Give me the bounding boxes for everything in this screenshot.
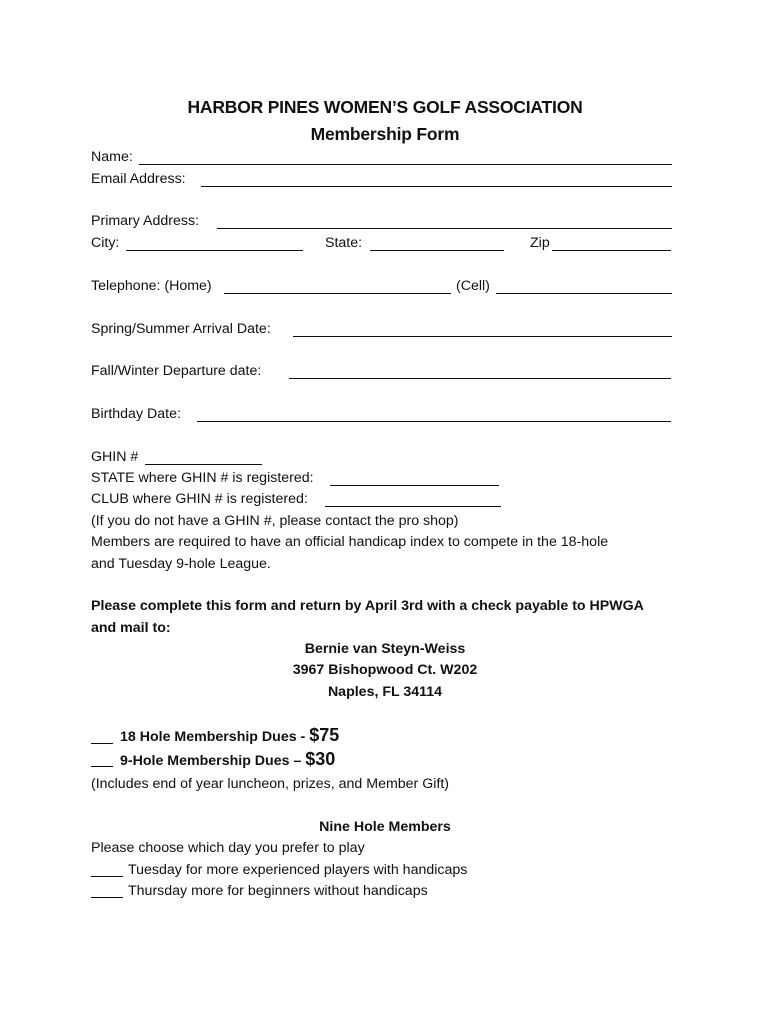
ghin-state-field[interactable] <box>330 485 499 486</box>
departure-date-field[interactable] <box>289 378 671 379</box>
ghin-club-label: CLUB where GHIN # is registered: <box>91 491 308 507</box>
dues-9-price: $30 <box>305 749 336 769</box>
mailing-city: Naples, FL 34114 <box>327 684 443 700</box>
ghin-club-field[interactable] <box>325 506 501 507</box>
thursday-option-label: Thursday more for beginners without handicaps <box>128 883 428 899</box>
nine-hole-prompt: Please choose which day you prefer to play <box>91 840 365 856</box>
dues-18-label: 18 Hole Membership Dues - <box>120 729 310 745</box>
birthday-field[interactable] <box>197 421 671 422</box>
email-label: Email Address: <box>91 171 186 187</box>
tuesday-option-label: Tuesday for more experienced players with handicaps <box>128 862 468 878</box>
arrival-date-field[interactable] <box>293 336 672 337</box>
zip-label: Zip <box>530 235 550 251</box>
ghin-help-note: (If you do not have a GHIN #, please contact the pro shop) <box>91 513 459 529</box>
tuesday-checkbox[interactable] <box>91 876 123 877</box>
dues-9-checkbox[interactable] <box>91 766 113 767</box>
mailing-name: Bernie van Steyn-Weiss <box>304 641 466 657</box>
nine-hole-heading: Nine Hole Members <box>319 819 451 835</box>
city-field[interactable] <box>126 250 303 251</box>
ghin-label: GHIN # <box>91 449 139 465</box>
form-title: HARBOR PINES WOMEN’S GOLF ASSOCIATION <box>187 97 583 117</box>
zip-field[interactable] <box>552 250 671 251</box>
name-field[interactable] <box>139 164 672 165</box>
handicap-note-line2: and Tuesday 9-hole League. <box>91 556 271 572</box>
ghin-field[interactable] <box>145 464 262 465</box>
dues-18-line <box>120 726 339 746</box>
ghin-state-label: STATE where GHIN # is registered: <box>91 470 314 486</box>
arrival-date-label: Spring/Summer Arrival Date: <box>91 321 271 337</box>
instructions-line2: and mail to: <box>91 620 171 636</box>
primary-address-field[interactable] <box>217 228 672 229</box>
email-field[interactable] <box>201 186 672 187</box>
state-label: State: <box>325 235 363 251</box>
telephone-cell-label: (Cell) <box>456 278 490 294</box>
dues-18-checkbox[interactable] <box>91 743 113 744</box>
telephone-cell-field[interactable] <box>496 293 672 294</box>
dues-9-label: 9-Hole Membership Dues – <box>120 753 306 769</box>
state-field[interactable] <box>370 250 504 251</box>
departure-date-label: Fall/Winter Departure date: <box>91 363 262 379</box>
city-label: City: <box>91 235 120 251</box>
telephone-home-label: Telephone: (Home) <box>91 278 212 294</box>
form-subtitle: Membership Form <box>310 124 460 144</box>
telephone-home-field[interactable] <box>224 293 451 294</box>
mailing-street: 3967 Bishopwood Ct. W202 <box>292 662 478 678</box>
instructions-line1: Please complete this form and return by April 3rd with a check payable to HPWGA <box>91 598 644 614</box>
dues-18-price: $75 <box>309 725 340 745</box>
dues-includes-note: (Includes end of year luncheon, prizes, and Member Gift) <box>91 776 450 792</box>
primary-address-label: Primary Address: <box>91 213 200 229</box>
handicap-note-line1: Members are required to have an official handicap index to compete in the 18-hole <box>91 534 609 550</box>
name-label: Name: <box>91 149 133 165</box>
dues-9-line <box>120 750 335 770</box>
thursday-checkbox[interactable] <box>91 897 123 898</box>
birthday-label: Birthday Date: <box>91 406 181 422</box>
